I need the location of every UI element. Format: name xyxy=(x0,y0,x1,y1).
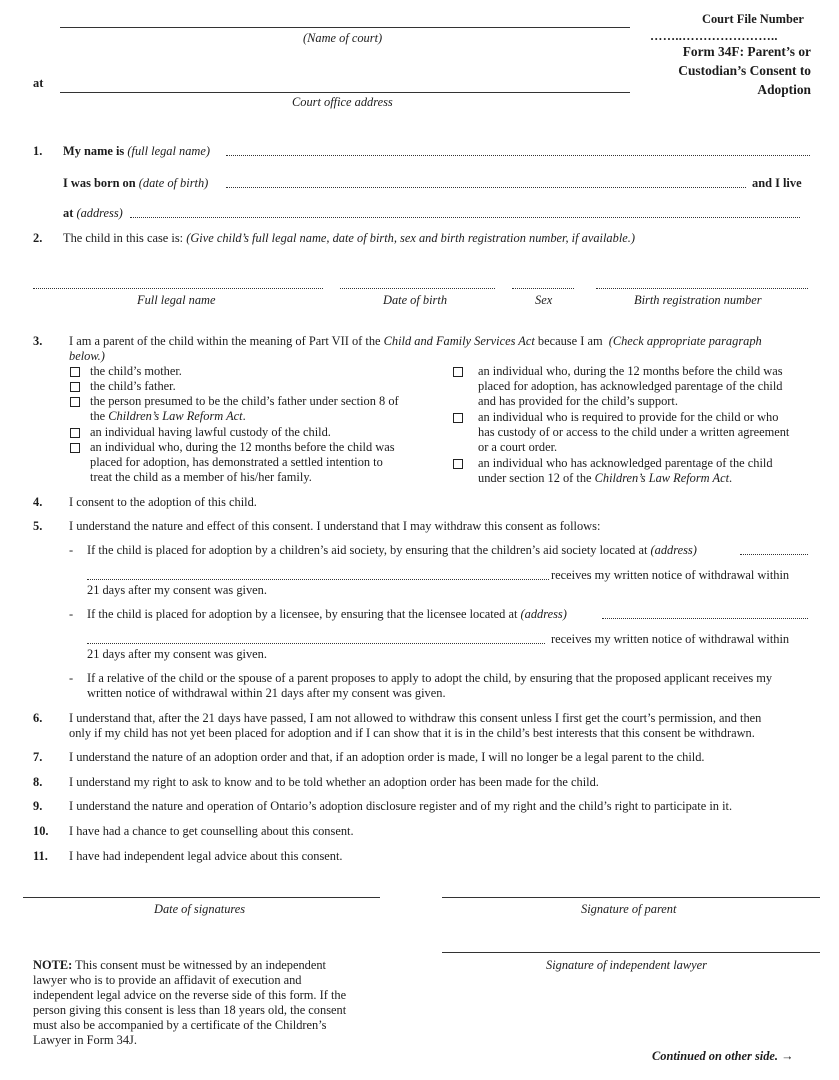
court-office-address-line[interactable] xyxy=(60,92,630,93)
checkbox-acknowledged-support[interactable] xyxy=(453,367,463,377)
court-file-number-label: Court File Number xyxy=(702,12,804,26)
bullet-dash-3: - xyxy=(69,671,74,685)
note-line3: independent legal advice on the reverse side of this form. If the xyxy=(33,988,347,1002)
address-hint: (address) xyxy=(76,206,123,220)
note-line2: lawyer who is to provide an affidavit of execution and xyxy=(33,973,302,987)
bullet-1-line1 xyxy=(87,543,697,558)
section-9-number: 9. xyxy=(33,799,43,813)
born-label xyxy=(63,176,208,191)
option-lawful-custody: an individual having lawful custody of the child. xyxy=(90,425,331,439)
section-3-hint1: (Check appropriate paragraph xyxy=(608,334,762,348)
section-4-text: I consent to the adoption of this child. xyxy=(69,495,257,509)
section-3-pre: I am a parent of the child within the meaning of Part VII of the xyxy=(69,334,381,348)
address-field[interactable] xyxy=(130,217,800,218)
option-section-12-line2 xyxy=(478,471,732,486)
option-father: the child’s father. xyxy=(90,379,176,393)
option-section-12-line1: an individual who has acknowledged parentage of the child xyxy=(478,456,773,470)
signature-of-parent-line[interactable] xyxy=(442,897,820,898)
licensee-address-field-2[interactable] xyxy=(87,643,545,644)
note-line1-text: This consent must be witnessed by an independent xyxy=(75,958,326,972)
section-11-text: I have had independent legal advice about this consent. xyxy=(69,849,343,863)
option-presumed-father-act: Children’s Law Reform Act xyxy=(108,409,243,423)
option-written-agreement-line3: or a court order. xyxy=(478,440,558,454)
child-dob-field[interactable] xyxy=(340,288,495,289)
section-2-text xyxy=(63,231,635,246)
checkbox-mother[interactable] xyxy=(70,367,80,377)
bullet-2-line1 xyxy=(87,607,567,622)
section-7-text: I understand the nature of an adoption order and that, if an adoption order is made, I will no longer be a legal parent to the child. xyxy=(69,750,705,764)
name-of-court-line[interactable] xyxy=(60,27,630,28)
court-file-number-field[interactable]: ……..………………….. xyxy=(650,29,778,43)
note-line5: must also be accompanied by a certificate of the Children’s xyxy=(33,1018,327,1032)
note-line6: Lawyer in Form 34J. xyxy=(33,1033,137,1047)
date-of-signatures-line[interactable] xyxy=(23,897,380,898)
checkbox-lawful-custody[interactable] xyxy=(70,428,80,438)
option-presumed-father-line1: the person presumed to be the child’s father under section 8 of xyxy=(90,394,399,408)
note-label: NOTE: xyxy=(33,958,73,972)
option-settled-intention-line1: an individual who, during the 12 months before the child was xyxy=(90,440,395,454)
col-sex: Sex xyxy=(535,293,553,307)
section-9-text: I understand the nature and operation of Ontario’s adoption disclosure register and of my right and the child’s right to participate in it. xyxy=(69,799,733,813)
full-legal-name-field[interactable] xyxy=(226,155,810,156)
section-8-number: 8. xyxy=(33,775,43,789)
option-section-12-act: Children’s Law Reform Act xyxy=(594,471,730,485)
section-10-number: 10. xyxy=(33,824,49,838)
option-written-agreement-line1: an individual who is required to provide for the child or who xyxy=(478,410,779,424)
section-2-lead: The child in this case is: xyxy=(63,231,184,245)
option-acknowledged-support-line1: an individual who, during the 12 months before the child was xyxy=(478,364,783,378)
col-date-of-birth: Date of birth xyxy=(383,293,448,307)
section-5-number: 5. xyxy=(33,519,43,533)
child-full-name-field[interactable] xyxy=(33,288,323,289)
child-sex-field[interactable] xyxy=(512,288,574,289)
bullet-1-text: If the child is placed for adoption by a children’s aid society, by ensuring that the children’s aid society located at xyxy=(87,543,648,557)
section-4-number: 4. xyxy=(33,495,43,509)
bullet-dash-1: - xyxy=(69,543,74,557)
section-7-number: 7. xyxy=(33,750,43,764)
checkbox-section-12[interactable] xyxy=(453,459,463,469)
my-name-label xyxy=(63,144,210,159)
option-presumed-father-post: . xyxy=(242,409,246,423)
option-section-12-post: . xyxy=(729,471,733,485)
bullet-1-address-hint: (address) xyxy=(650,543,697,557)
section-11-number: 11. xyxy=(33,849,48,863)
date-of-birth-field[interactable] xyxy=(226,187,746,188)
section-2-hint: (Give child’s full legal name, date of birth, sex and birth registration number, if available.) xyxy=(186,231,635,245)
section-5-text: I understand the nature and effect of this consent. I understand that I may withdraw this consent as follows: xyxy=(69,519,601,533)
form-title-line3: Adoption xyxy=(757,82,811,97)
form-title-line2: Custodian’s Consent to xyxy=(678,63,811,78)
court-office-address-label: Court office address xyxy=(292,95,393,109)
section-3-text xyxy=(69,334,762,349)
checkbox-presumed-father[interactable] xyxy=(70,397,80,407)
bullet-1-line3: 21 days after my consent was given. xyxy=(87,583,267,597)
option-settled-intention-line3: treat the child as a member of his/her family. xyxy=(90,470,312,484)
signature-of-parent-label: Signature of parent xyxy=(581,902,677,916)
bullet-2-address-hint: (address) xyxy=(520,607,567,621)
at-label: at xyxy=(33,76,44,90)
section-3-number: 3. xyxy=(33,334,43,348)
section-3-hint2: below.) xyxy=(69,349,105,363)
bullet-2-line3: 21 days after my consent was given. xyxy=(87,647,267,661)
note-line4: person giving this consent is less than 18 years old, the consent xyxy=(33,1003,347,1017)
signature-of-lawyer-line[interactable] xyxy=(442,952,820,953)
bullet-1-line2-end: receives my written notice of withdrawal within xyxy=(551,568,790,582)
section-6-line2: only if my child has not yet been placed for adoption and if I can show that it is in the child’s best interests that this consent be withdrawn. xyxy=(69,726,755,740)
continued-arrow-icon: → xyxy=(781,1049,794,1063)
address-label xyxy=(63,206,123,221)
col-birth-registration-number: Birth registration number xyxy=(634,293,762,307)
col-full-legal-name: Full legal name xyxy=(137,293,216,307)
bullet-3-line1: If a relative of the child or the spouse of a parent proposes to apply to adopt the child, by ensuring that the proposed applicant receives my xyxy=(87,671,773,685)
section-10-text: I have had a chance to get counselling about this consent. xyxy=(69,824,354,838)
born-text: I was born on xyxy=(63,176,136,190)
full-legal-name-hint: (full legal name) xyxy=(127,144,210,158)
option-written-agreement-line2: has custody of or access to the child under a written agreement xyxy=(478,425,790,439)
cas-address-field-1[interactable] xyxy=(740,554,808,555)
date-of-signatures-label: Date of signatures xyxy=(154,902,246,916)
and-i-live-label: and I live xyxy=(752,176,802,190)
option-presumed-father-pre: the xyxy=(90,409,109,423)
section-8-text: I understand my right to ask to know and to be told whether an adoption order has been made for the child. xyxy=(69,775,599,789)
child-birth-reg-field[interactable] xyxy=(596,288,808,289)
bullet-2-text: If the child is placed for adoption by a licensee, by ensuring that the licensee located at xyxy=(87,607,518,621)
bullet-dash-2: - xyxy=(69,607,74,621)
option-acknowledged-support-line3: and has provided for the child’s support. xyxy=(478,394,678,408)
continued-text: Continued on other side. xyxy=(652,1049,778,1063)
checkbox-settled-intention[interactable] xyxy=(70,443,80,453)
option-section-12-pre: under section 12 of the xyxy=(478,471,595,485)
signature-of-lawyer-label: Signature of independent lawyer xyxy=(546,958,707,972)
address-at-text: at xyxy=(63,206,74,220)
section-3-act: Child and Family Services Act xyxy=(383,334,535,348)
continued-on-other-side xyxy=(652,1049,794,1064)
form-title-line1: Form 34F: Parent’s or xyxy=(682,44,811,59)
option-presumed-father-line2 xyxy=(90,409,246,424)
section-2-number: 2. xyxy=(33,231,43,245)
checkbox-father[interactable] xyxy=(70,382,80,392)
section-3-post: because I am xyxy=(537,334,603,348)
licensee-address-field-1[interactable] xyxy=(602,618,808,619)
note-line1 xyxy=(33,958,326,973)
section-6-line1: I understand that, after the 21 days have passed, I am not allowed to withdraw this consent unless I first get the court’s permission, and then xyxy=(69,711,762,725)
bullet-2-line2-end: receives my written notice of withdrawal within xyxy=(551,632,790,646)
section-6-number: 6. xyxy=(33,711,43,725)
my-name-text: My name is xyxy=(63,144,125,158)
checkbox-written-agreement[interactable] xyxy=(453,413,463,423)
name-of-court-label: (Name of court) xyxy=(303,31,383,45)
option-acknowledged-support-line2: placed for adoption, has acknowledged parentage of the child xyxy=(478,379,783,393)
date-of-birth-hint: (date of birth) xyxy=(138,176,209,190)
bullet-3-line2: written notice of withdrawal within 21 days after my consent was given. xyxy=(87,686,446,700)
option-settled-intention-line2: placed for adoption, has demonstrated a settled intention to xyxy=(90,455,383,469)
option-mother: the child’s mother. xyxy=(90,364,182,378)
cas-address-field-2[interactable] xyxy=(87,579,549,580)
section-1-number: 1. xyxy=(33,144,43,158)
